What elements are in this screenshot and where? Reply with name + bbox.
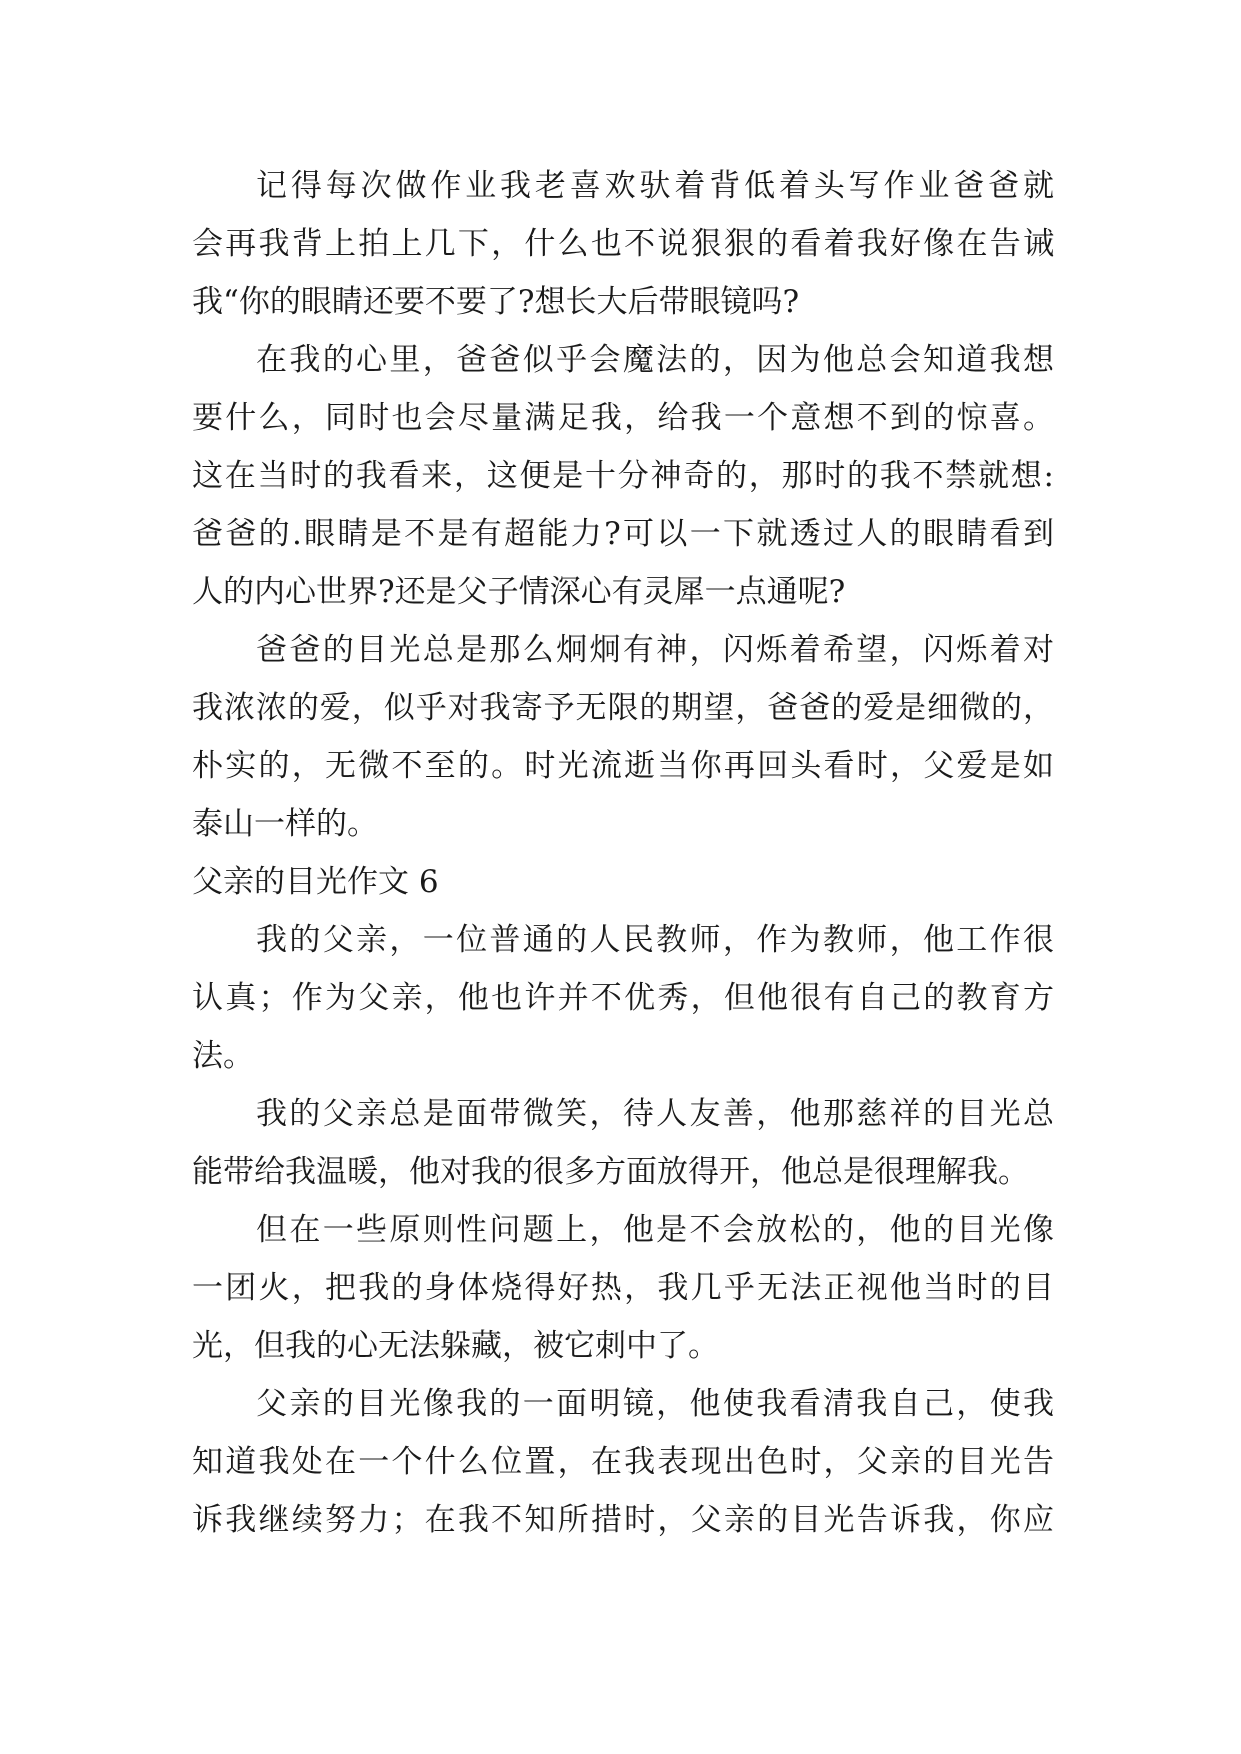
text-line: 诉我继续努力；在我不知所措时，父亲的目光告诉我，你应 — [192, 1502, 1054, 1538]
text-line: 但在一些原则性问题上，他是不会放松的，他的目光像 — [256, 1212, 1054, 1248]
text-line: 要什么，同时也会尽量满足我，给我一个意想不到的惊喜。 — [192, 400, 1054, 436]
text-line: 认真；作为父亲，他也许并不优秀，但他很有自己的教育方 — [192, 980, 1054, 1016]
text-line: 我“你的眼睛还要不要了?想长大后带眼镜吗? — [192, 284, 800, 320]
text-line: 朴实的，无微不至的。时光流逝当你再回头看时，父爱是如 — [192, 748, 1054, 784]
text-line: 我的父亲，一位普通的人民教师，作为教师，他工作很 — [256, 922, 1054, 958]
text-line: 人的内心世界?还是父子情深心有灵犀一点通呢? — [192, 574, 846, 610]
text-line: 一团火，把我的身体烧得好热，我几乎无法正视他当时的目 — [192, 1270, 1054, 1306]
text-line: 光，但我的心无法躲藏，被它刺中了。 — [192, 1328, 719, 1364]
text-line: 会再我背上拍上几下，什么也不说狠狠的看着我好像在告诫 — [192, 226, 1054, 262]
text-line: 能带给我温暖，他对我的很多方面放得开，他总是很理解我。 — [192, 1154, 1029, 1190]
section-heading: 父亲的目光作文 6 — [192, 864, 439, 900]
text-line: 记得每次做作业我老喜欢驮着背低着头写作业爸爸就 — [256, 168, 1054, 204]
text-line: 知道我处在一个什么位置，在我表现出色时，父亲的目光告 — [192, 1444, 1054, 1480]
text-line: 泰山一样的。 — [192, 806, 378, 842]
text-line: 父亲的目光像我的一面明镜，他使我看清我自己，使我 — [256, 1386, 1054, 1422]
text-line: 在我的心里，爸爸似乎会魔法的，因为他总会知道我想 — [256, 342, 1054, 378]
text-line: 我浓浓的爱，似乎对我寄予无限的期望，爸爸的爱是细微的， — [192, 690, 1054, 726]
text-line: 我的父亲总是面带微笑，待人友善，他那慈祥的目光总 — [256, 1096, 1054, 1132]
text-line: 法。 — [192, 1038, 254, 1074]
text-line: 爸爸的.眼睛是不是有超能力?可以一下就透过人的眼睛看到 — [192, 516, 1054, 552]
text-line: 这在当时的我看来，这便是十分神奇的，那时的我不禁就想: — [192, 458, 1054, 494]
text-line: 爸爸的目光总是那么炯炯有神，闪烁着希望，闪烁着对 — [256, 632, 1054, 668]
